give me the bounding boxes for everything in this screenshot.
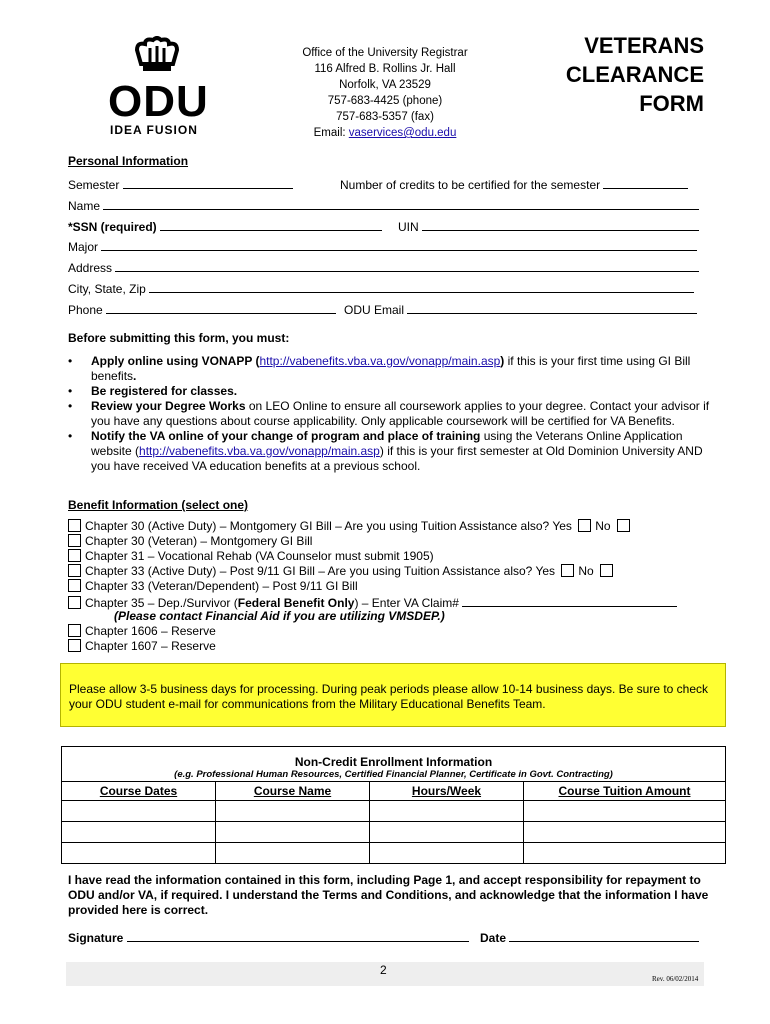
major-label: Major bbox=[68, 240, 99, 254]
credits-field[interactable] bbox=[603, 176, 688, 189]
address-row bbox=[68, 259, 699, 275]
option-ch30-veteran bbox=[68, 534, 312, 548]
bullet-text: if this is your first time using GI Bill benefits bbox=[91, 354, 691, 383]
ch1607-checkbox[interactable] bbox=[68, 639, 81, 652]
vonapp-link[interactable]: http://vabenefits.vba.va.gov/vonapp/main.asp bbox=[259, 354, 501, 368]
list-item bbox=[66, 354, 716, 384]
signature-field[interactable] bbox=[127, 929, 469, 942]
name-row bbox=[68, 197, 699, 213]
title-line: FORM bbox=[639, 91, 704, 116]
semester-label: Semester bbox=[68, 178, 120, 192]
col-course-name: Course Name bbox=[216, 782, 370, 801]
major-field[interactable] bbox=[101, 238, 697, 251]
phone-field[interactable] bbox=[106, 301, 336, 314]
uin-label: UIN bbox=[398, 220, 419, 234]
email-link[interactable]: vaservices@odu.edu bbox=[348, 127, 457, 139]
credits-row bbox=[340, 176, 688, 192]
office-line: Office of the University Registrar bbox=[302, 47, 468, 59]
col-course-dates: Course Dates bbox=[62, 782, 216, 801]
title-line: VETERANS bbox=[584, 33, 704, 58]
ch30-veteran-checkbox[interactable] bbox=[68, 534, 81, 547]
table-row bbox=[62, 822, 726, 843]
vonapp-link-2[interactable]: http://vabenefits.vba.va.gov/vonapp/main.asp bbox=[139, 444, 380, 458]
noncredit-header bbox=[62, 747, 726, 782]
table-cell[interactable] bbox=[62, 843, 216, 864]
before-heading: Before submitting this form, you must: bbox=[68, 331, 290, 345]
uin-row bbox=[398, 218, 699, 234]
phone-label: Phone bbox=[68, 303, 103, 317]
ssn-row bbox=[68, 218, 382, 234]
table-cell[interactable] bbox=[62, 822, 216, 843]
semester-field[interactable] bbox=[123, 176, 293, 189]
bullet-text: Apply online using VONAPP ( bbox=[91, 354, 260, 368]
processing-notice: Please allow 3-5 business days for processing. During peak periods please allow 10-14 business days. Be sure to check your ODU student e-mail for communications from the Military Educational Benefits Team. bbox=[60, 663, 726, 727]
logo-wordmark: ODU bbox=[108, 77, 209, 126]
option-label: Chapter 31 – Vocational Rehab (VA Counselor must submit 1905) bbox=[85, 549, 434, 563]
ch33-active-checkbox[interactable] bbox=[68, 564, 81, 577]
table-cell[interactable] bbox=[216, 843, 370, 864]
title-line: CLEARANCE bbox=[565, 62, 704, 87]
option-ch33-veteran bbox=[68, 579, 358, 593]
table-row bbox=[62, 801, 726, 822]
ssn-label: *SSN (required) bbox=[68, 220, 157, 234]
table-cell[interactable] bbox=[370, 801, 524, 822]
bullet-text: ) if this is your first semester at Old Dominion University AND you have received VA education benefits at a previous school. bbox=[91, 444, 703, 473]
page-number: 2 bbox=[380, 963, 387, 977]
bullet-text: using the Veterans Online Application website ( bbox=[91, 429, 683, 458]
bullet-text: Be registered for classes. bbox=[91, 384, 238, 398]
date-row bbox=[480, 929, 699, 945]
office-line: 116 Alfred B. Rollins Jr. Hall bbox=[314, 63, 456, 75]
option-ch30-active bbox=[68, 519, 634, 533]
office-address bbox=[290, 45, 480, 141]
office-line: 757-683-5357 (fax) bbox=[336, 111, 434, 123]
address-label: Address bbox=[68, 261, 113, 275]
date-field[interactable] bbox=[509, 929, 699, 942]
table-cell[interactable] bbox=[524, 843, 726, 864]
odu-email-field[interactable] bbox=[407, 301, 697, 314]
form-title bbox=[540, 31, 704, 118]
personal-heading: Personal Information bbox=[68, 154, 189, 168]
address-field[interactable] bbox=[115, 259, 699, 272]
name-field[interactable] bbox=[103, 197, 699, 210]
table-cell[interactable] bbox=[216, 822, 370, 843]
city-label: City, State, Zip bbox=[68, 282, 146, 296]
option-label: Chapter 35 – Dep./Survivor ( bbox=[85, 596, 238, 610]
city-field[interactable] bbox=[149, 280, 694, 293]
option-label: Chapter 33 (Active Duty) – Post 9/11 GI Bill – Are you using Tuition Assistance also? Yes bbox=[85, 564, 556, 578]
noncredit-table bbox=[61, 746, 726, 864]
office-line: 757-683-4425 (phone) bbox=[327, 95, 443, 107]
noncredit-title: Non-Credit Enrollment Information bbox=[294, 754, 493, 769]
option-label: Federal Benefit Only bbox=[237, 596, 355, 610]
benefit-heading: Benefit Information (select one) bbox=[68, 498, 249, 512]
table-cell[interactable] bbox=[524, 822, 726, 843]
table-cell[interactable] bbox=[216, 801, 370, 822]
table-cell[interactable] bbox=[62, 801, 216, 822]
table-row bbox=[62, 843, 726, 864]
list-item bbox=[66, 429, 716, 474]
noncredit-subtitle: (e.g. Professional Human Resources, Certified Financial Planner, Certificate in Govt. Contracting) bbox=[174, 768, 613, 780]
option-label: No bbox=[595, 519, 611, 533]
bullet-text: on LEO Online to ensure all coursework applies to your degree. Contact your advisor if you have any questions about course applicability. Only applicable coursework will be certified for VA Benefits. bbox=[91, 399, 710, 428]
ch31-checkbox[interactable] bbox=[68, 549, 81, 562]
option-label: Chapter 33 (Veteran/Dependent) – Post 9/11 GI Bill bbox=[85, 579, 358, 593]
va-claim-field[interactable] bbox=[462, 594, 677, 607]
email-label: Email: bbox=[313, 127, 349, 139]
name-label: Name bbox=[68, 199, 101, 213]
table-cell[interactable] bbox=[370, 822, 524, 843]
bullet-text: ) bbox=[500, 354, 505, 368]
option-ch1606 bbox=[68, 624, 216, 638]
signature-label: Signature bbox=[68, 931, 124, 945]
ch33-veteran-checkbox[interactable] bbox=[68, 579, 81, 592]
logo-tagline: IDEA FUSION bbox=[110, 123, 198, 137]
ssn-field[interactable] bbox=[160, 218, 382, 231]
city-row bbox=[68, 280, 694, 296]
ch30-ta-no-checkbox[interactable] bbox=[617, 519, 630, 532]
odu-email-label: ODU Email bbox=[344, 303, 405, 317]
col-hours-week: Hours/Week bbox=[370, 782, 524, 801]
bullet-text: Notify the VA online of your change of program and place of training bbox=[91, 429, 481, 443]
option-ch1607 bbox=[68, 639, 216, 653]
list-item bbox=[66, 399, 716, 429]
option-ch35 bbox=[68, 594, 677, 610]
date-label: Date bbox=[480, 931, 507, 945]
major-row bbox=[68, 238, 697, 254]
revision-date: Rev. 06/02/2014 bbox=[652, 975, 699, 983]
requirements-list bbox=[66, 354, 716, 474]
option-ch33-active bbox=[68, 564, 617, 578]
semester-row bbox=[68, 176, 293, 192]
bullet-text: Review your Degree Works bbox=[91, 399, 246, 413]
credits-label: Number of credits to be certified for the semester bbox=[340, 178, 601, 192]
phone-row bbox=[68, 301, 336, 317]
uin-field[interactable] bbox=[422, 218, 699, 231]
ch30-active-checkbox[interactable] bbox=[68, 519, 81, 532]
option-label: Chapter 1607 – Reserve bbox=[85, 639, 216, 653]
option-ch31 bbox=[68, 549, 434, 563]
option-label: No bbox=[578, 564, 594, 578]
odu-email-row bbox=[344, 301, 697, 317]
option-label: Chapter 1606 – Reserve bbox=[85, 624, 216, 638]
table-header-row bbox=[62, 782, 726, 801]
acknowledgement-text: I have read the information contained in this form, including Page 1, and accept responsibility for repayment to ODU and/or VA, if required. I understand the Terms and Conditions, and acknowledge that the information I have provided here is correct. bbox=[68, 873, 709, 917]
bullet-text: . bbox=[133, 369, 137, 383]
col-tuition: Course Tuition Amount bbox=[524, 782, 726, 801]
ch35-checkbox[interactable] bbox=[68, 596, 81, 609]
ch33-ta-no-checkbox[interactable] bbox=[600, 564, 613, 577]
option-label: Chapter 30 (Active Duty) – Montgomery GI Bill – Are you using Tuition Assistance also? Yes bbox=[85, 519, 572, 533]
option-label: ) – Enter VA Claim# bbox=[354, 596, 459, 610]
ch33-ta-yes-checkbox[interactable] bbox=[561, 564, 574, 577]
table-cell[interactable] bbox=[524, 801, 726, 822]
signature-row bbox=[68, 929, 469, 945]
option-label: Chapter 30 (Veteran) – Montgomery GI Bill bbox=[85, 534, 313, 548]
table-cell[interactable] bbox=[370, 843, 524, 864]
ch30-ta-yes-checkbox[interactable] bbox=[578, 519, 591, 532]
ch1606-checkbox[interactable] bbox=[68, 624, 81, 637]
vmsdep-note: (Please contact Financial Aid if you are utilizing VMSDEP.) bbox=[114, 609, 445, 623]
office-line: Norfolk, VA 23529 bbox=[339, 79, 431, 91]
list-item bbox=[66, 384, 716, 399]
crown-icon bbox=[133, 36, 181, 76]
